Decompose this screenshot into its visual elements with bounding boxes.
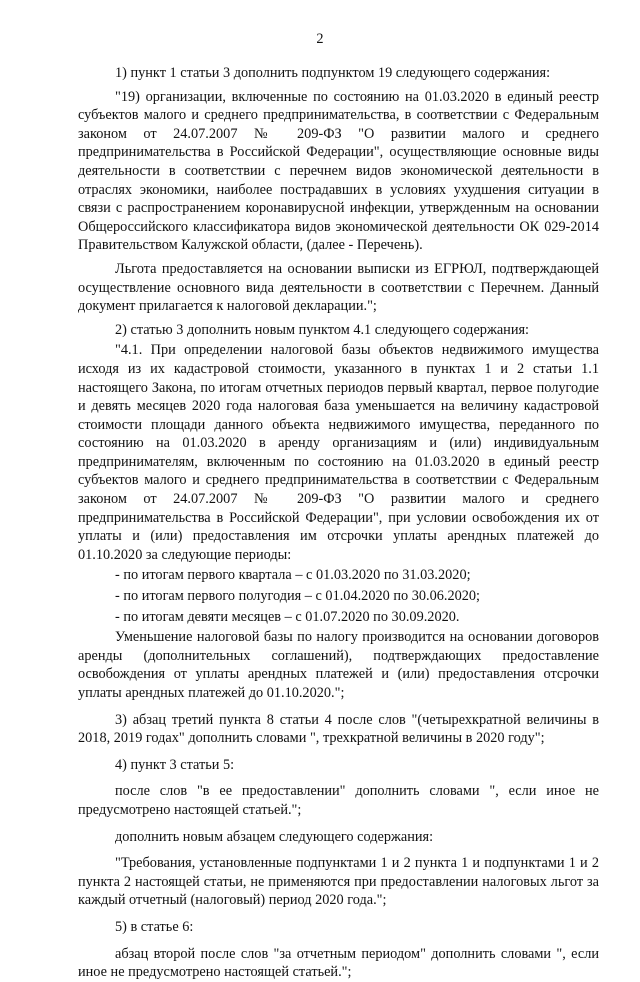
paragraph-tax-base-reduction: Уменьшение налоговой базы по налогу производится на основании договоров аренды (дополнительных соглашений), подтверждающих предоставление освобождения от уплаты арендных платежей и (или) предоставления отсрочки уплаты арендных платежей до 01.10.2020.";: [78, 629, 599, 701]
paragraph-amendment-4-words: после слов "в ее предоставлении" дополнить словами ", если иное не предусмотрено настоящей статьей.";: [78, 783, 599, 818]
paragraph-requirements: "Требования, установленные подпунктами 1 и 2 пункта 1 и подпунктами 1 и 2 пункта 2 настоящей статьи, не применяются при предоставлении налоговых льгот за каждый отчетный (налоговый) период 2020 года.";: [78, 855, 599, 909]
list-item-period-1: - по итогам первого квартала – с 01.03.2020 по 31.03.2020;: [115, 567, 471, 584]
paragraph-benefit-basis: Льгота предоставляется на основании выписки из ЕГРЮЛ, подтверждающей осуществление основного вида деятельности в соответствии с Перечнем. Данный документ прилагается к налоговой декларации.";: [78, 260, 599, 315]
paragraph-item-4-1: "4.1. При определении налоговой базы объектов недвижимого имущества исходя из их кадастровой стоимости, указанного в пунктах 1 и 2 статьи 1.1 настоящего Закона, по итогам отчетных периодов первый квартал, первое полугодие и девять месяцев 2020 года налоговая база уменьшается на величину кадастровой стоимости площади данного объекта недвижимого имущества, переданного по состоянию на 01.03.2020 в аренду организациям и (или) индивидуальным предпринимателям, включенным по состоянию на 01.03.2020 в единый реестр субъектов малого и среднего предпринимательства в соответствии с Федеральным законом от 24.07.2007 № 209-ФЗ "О развитии малого и среднего предпринимательства в Российской Федерации", при условии освобождения их от уплаты и (или) предоставления им отсрочки уплаты арендных платежей до 01.10.2020 за следующие периоды:: [78, 342, 599, 563]
document-body: [78, 64, 599, 982]
paragraph-amendment-2: 2) статью 3 дополнить новым пунктом 4.1 следующего содержания:: [115, 321, 530, 338]
paragraph-amendment-5-words: абзац второй после слов "за отчетным периодом" дополнить словами ", если иное не предусмотрено настоящей статьей.";: [78, 945, 599, 981]
paragraph-amendment-3: 3) абзац третий пункта 8 статьи 4 после слов "(четырехкратной величины в 2018, 2019 годах" дополнить словами ", трехкратной величины в 2020 году";: [78, 711, 599, 747]
paragraph-subitem-19: "19) организации, включенные по состоянию на 01.03.2020 в единый реестр субъектов малого и среднего предпринимательства, в соответствии с Федеральным законом от 24.07.2007 № 209-ФЗ "О развитии малого и среднего предпринимательства в Российской Федерации", осуществляющие основные виды деятельности в соответствии с перечнем видов экономической деятельности в отраслях экономики, наиболее пострадавших в условиях ухудшения ситуации в связи с распространением коронавирусной инфекции, утвержденным на основании Общероссийского классификатора видов экономической деятельности ОК 029-2014 Правительством Калужской области, (далее - Перечень).: [78, 88, 599, 254]
page-number: 2: [316, 31, 324, 47]
paragraph-amendment-1: 1) пункт 1 статьи 3 дополнить подпунктом 19 следующего содержания:: [115, 65, 551, 81]
paragraph-amendment-4-new-para: дополнить новым абзацем следующего содержания:: [115, 828, 434, 845]
list-item-period-3: - по итогам девяти месяцев – с 01.07.2020 по 30.09.2020.: [115, 608, 460, 625]
paragraph-amendment-5: 5) в статье 6:: [115, 918, 194, 935]
list-item-period-2: - по итогам первого полугодия – с 01.04.2020 по 30.06.2020;: [115, 588, 481, 605]
paragraph-amendment-4: 4) пункт 3 статьи 5:: [115, 756, 235, 773]
